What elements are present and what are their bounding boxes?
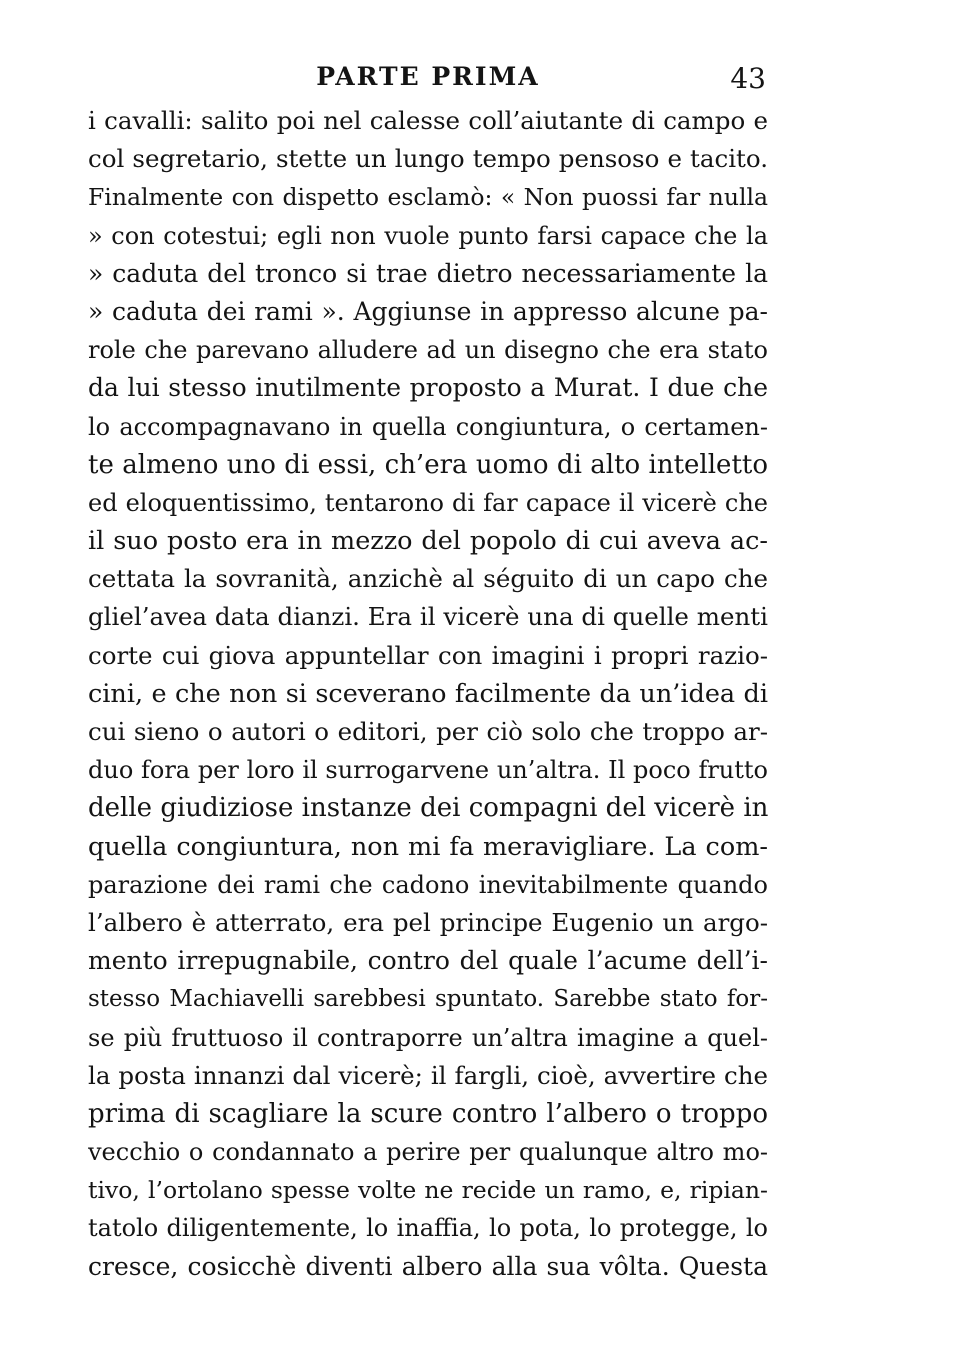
page-number: 43 — [730, 62, 766, 95]
text-line: quella congiuntura, non mi fa meravigliare. La com- — [88, 831, 768, 862]
running-title: PARTE PRIMA — [316, 62, 540, 91]
running-head — [88, 62, 768, 102]
text-line: l’albero è atterrato, era pel principe Eugenio un argo- — [88, 907, 768, 937]
text-line: parazione dei rami che cadono inevitabilmente quando — [88, 870, 768, 899]
text-line: Finalmente con dispetto esclamò: « Non puossi far nulla — [88, 183, 768, 212]
text-line: » caduta del tronco si trae dietro necessariamente la — [88, 258, 768, 288]
text-line: cui sieno o autori o editori, per ciò solo che troppo ar- — [88, 717, 768, 746]
text-line: gliel’avea data dianzi. Era il vicerè una di quelle menti — [88, 602, 768, 632]
text-line: role che parevano alludere ad un disegno che era stato — [88, 336, 768, 365]
text-line: cresce, cosicchè diventi albero alla sua vôlta. Questa — [88, 1251, 768, 1281]
text-line: il suo posto era in mezzo del popolo di cui aveva ac- — [88, 526, 768, 557]
text-line: delle giudiziose instanze dei compagni del vicerè in — [88, 793, 768, 824]
body-text — [88, 102, 768, 1286]
text-line: col segretario, stette un lungo tempo pensoso e tacito. — [88, 144, 768, 174]
text-line: » caduta dei rami ». Aggiunse in appresso alcune pa- — [88, 296, 768, 326]
text-line: mento irrepugnabile, contro del quale l’acume dell’i- — [88, 946, 768, 976]
text-line: prima di scagliare la scure contro l’albero o troppo — [88, 1098, 768, 1129]
text-line: ed eloquentissimo, tentarono di far capace il vicerè che — [88, 488, 768, 517]
text-line: tatolo diligentemente, lo inaffia, lo pota, lo protegge, lo — [88, 1214, 768, 1243]
text-line: lo accompagnavano in quella congiuntura, o certamen- — [88, 412, 768, 441]
text-line: se più fruttuoso il contraporre un’altra imagine a quel- — [88, 1023, 768, 1052]
text-line: vecchio o condannato a perire per qualunque altro mo- — [88, 1138, 768, 1167]
text-line: cini, e che non si sceverano facilmente da un’idea di — [88, 678, 768, 709]
text-line: da lui stesso inutilmente proposto a Murat. I due che — [88, 373, 768, 403]
text-line: la posta innanzi dal vicerè; il fargli, cioè, avvertire che — [88, 1060, 768, 1090]
text-line: » con cotestui; egli non vuole punto farsi capace che la — [88, 221, 768, 250]
text-line: cettata la sovranità, anzichè al séguito di un capo che — [88, 564, 768, 594]
text-line: i cavalli: salito poi nel calesse coll’aiutante di campo e — [88, 106, 768, 135]
text-line: duo fora per loro il surrogarvene un’altra. Il poco frutto — [88, 756, 768, 785]
text-line: stesso Machiavelli sarebbesi spuntato. Sarebbe stato for- — [88, 986, 768, 1013]
text-line: tivo, l’ortolano spesse volte ne recide un ramo, e, ripian- — [88, 1176, 768, 1205]
text-line: te almeno uno di essi, ch’era uomo di alto intelletto — [88, 449, 768, 480]
text-line: corte cui giova appuntellar con imagini i propri razio- — [88, 640, 768, 670]
